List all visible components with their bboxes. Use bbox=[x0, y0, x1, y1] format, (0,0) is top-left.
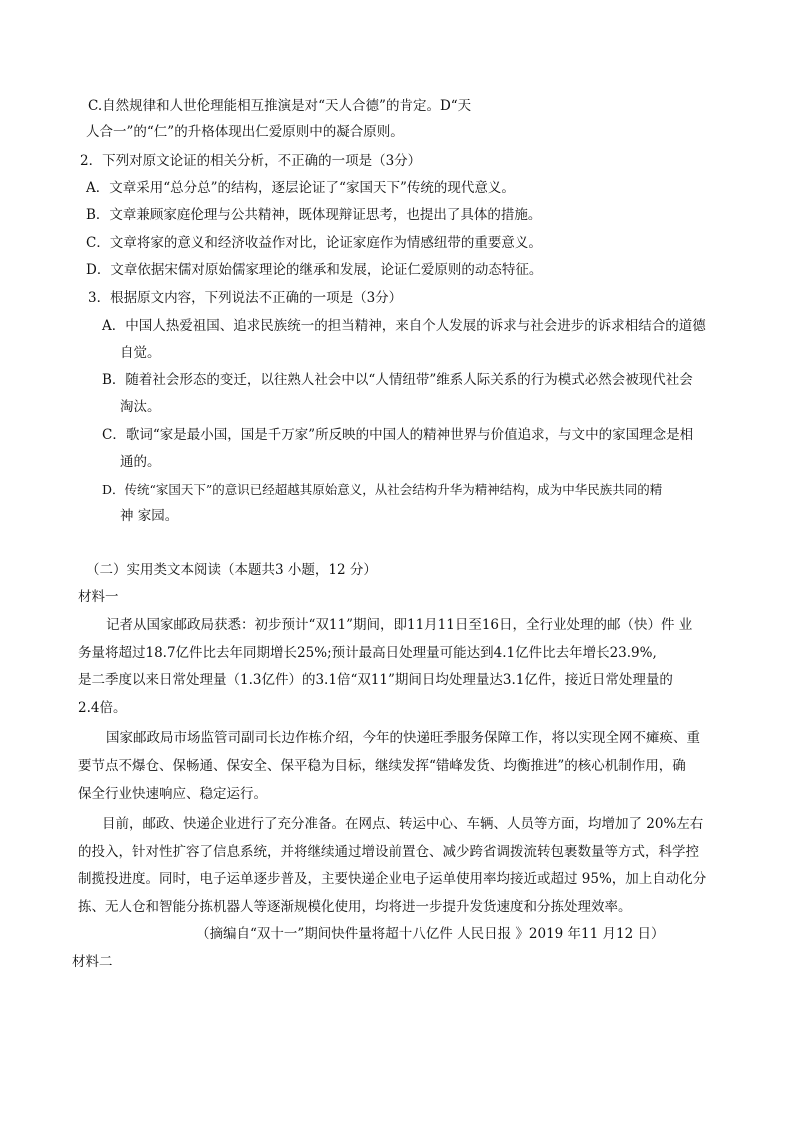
section-heading: （二）实用类文本阅读（本题共3 小题，12 分） bbox=[86, 562, 377, 578]
source-citation: （摘编自“双十一”期间快件量将超十八亿件 人民日报 》2019 年11 月12 日） bbox=[196, 926, 665, 942]
option-c-prev-line1: C.自然规律和人世伦理能相互推演是对“天人合德”的肯定。D“天 bbox=[88, 98, 472, 114]
option-c-prev-line2: 人合一”的“仁”的升格体现出仁爱原则中的凝合原则。 bbox=[86, 124, 404, 140]
paragraph-2-line3: 保全行业快速响应、稳定运行。 bbox=[78, 786, 267, 802]
paragraph-2-line1: 国家邮政局市场监管司副司长边作栋介绍，今年的快递旺季服务保障工作，将以实现全网不瘫痪、重 bbox=[106, 730, 700, 746]
question-3-option-b-line2: 淘汰。 bbox=[120, 399, 161, 415]
question-2-option-b: B．文章兼顾家庭伦理与公共精神，既体现辩证思考，也提出了具体的措施。 bbox=[86, 207, 542, 223]
question-3-option-c-line2: 通的。 bbox=[120, 454, 161, 470]
paragraph-2-line2: 要节点不爆仓、保畅通、保安全、保平稳为目标，继续发挥“错峰发货、均衡推进”的核心机制作用，确 bbox=[78, 758, 686, 774]
question-2-option-c: C．文章将家的意义和经济收益作对比，论证家庭作为情感纽带的重要意义。 bbox=[86, 235, 542, 251]
question-2-stem: 2．下列对原文论证的相关分析，不正确的一项是（3分） bbox=[80, 153, 422, 169]
paragraph-1-line1: 记者从国家邮政局获悉：初步预计“双11”期间，即11月11日至16日，全行业处理的邮（快）件 业 bbox=[106, 617, 693, 633]
paragraph-3-line2: 的投入，针对性扩容了信息系统，并将继续通过增设前置仓、减少跨省调拨流转包裹数量等方式，科学控 bbox=[78, 844, 699, 860]
paragraph-3-line4: 拣、无人仓和智能分拣机器人等逐渐规模化使用，均将进一步提升发货速度和分拣处理效率。 bbox=[78, 899, 632, 915]
paragraph-1-line4: 2.4倍。 bbox=[78, 700, 127, 716]
question-3-option-c-line1: C．歌词“家是最小国，国是千万家”所反映的中国人的精神世界与价值追求，与文中的家国理念是相 bbox=[102, 427, 694, 443]
question-3-stem: 3．根据原文内容，下列说法不正确的一项是（3分） bbox=[88, 290, 403, 306]
material-1-label: 材料一 bbox=[78, 589, 119, 605]
paragraph-3-line3: 制揽投进度。同时，电子运单逐步普及，主要快递企业电子运单使用率均接近或超过 95%，加上自动化分 bbox=[78, 871, 707, 887]
question-3-option-d-line2: 神 家园。 bbox=[120, 508, 179, 524]
question-2-option-a: A．文章采用“总分总”的结构，逐层论证了“家国天下”传统的现代意义。 bbox=[86, 180, 515, 196]
material-2-label: 材料二 bbox=[72, 954, 113, 970]
paragraph-1-line3: 是二季度以来日常处理量（1.3亿件）的3.1倍“双11”期间日均处理量达3.1亿件，接近日常处理量的 bbox=[78, 672, 673, 688]
paragraph-3-line1: 目前，邮政、快递企业进行了充分准备。在网点、转运中心、车辆、人员等方面，均增加了 20%左右 bbox=[102, 816, 704, 832]
paragraph-1-line2: 务量将超过18.7亿件比去年同期增长25%;预计最高日处理量可能达到4.1亿件比去年增长23.9%, bbox=[78, 645, 657, 661]
question-3-option-a-line1: A．中国人热爱祖国、追求民族统一的担当精神，来自个人发展的诉求与社会进步的诉求相结合的道德 bbox=[102, 318, 706, 334]
question-3-option-b-line1: B．随着社会形态的变迁，以往熟人社会中以“人情纽带”维系人际关系的行为模式必然会被现代社会 bbox=[102, 372, 693, 388]
question-3-option-d-line1: D．传统“家国天下”的意识已经超越其原始意义，从社会结构升华为精神结构，成为中华民族共同的精 bbox=[102, 482, 663, 497]
question-2-option-d: D．文章依据宋儒对原始儒家理论的继承和发展，论证仁爱原则的动态特征。 bbox=[86, 262, 543, 278]
question-3-option-a-line2: 自觉。 bbox=[120, 345, 161, 361]
